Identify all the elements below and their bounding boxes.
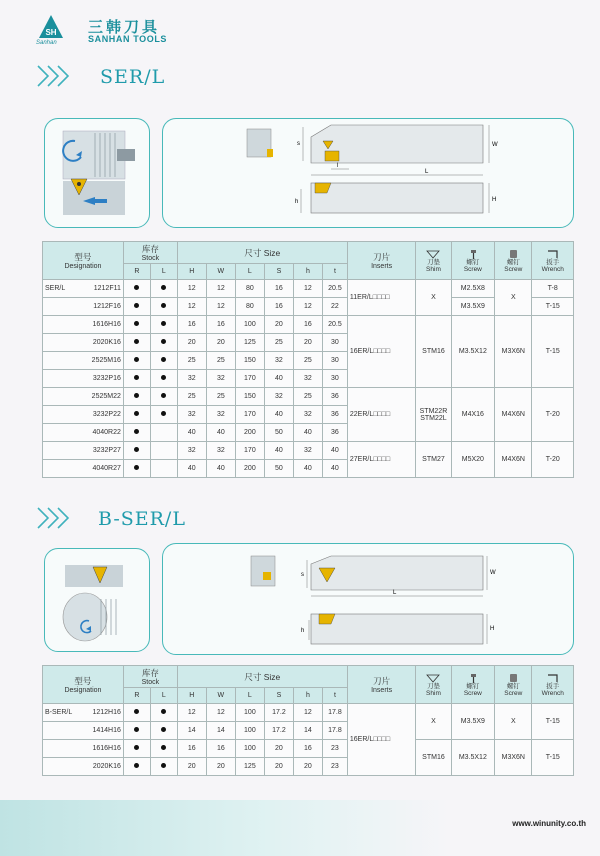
brand-name-en: SANHAN TOOLS bbox=[88, 34, 168, 44]
svg-text:h: h bbox=[301, 628, 305, 634]
in-stock-dot bbox=[134, 411, 139, 416]
size-t-cell: 23 bbox=[322, 740, 347, 758]
designation-code: 3232P22 bbox=[92, 411, 121, 418]
size-t-cell: 36 bbox=[322, 406, 347, 424]
size-Lval-cell: 125 bbox=[235, 758, 264, 776]
screw2-cell: M3X6N bbox=[495, 316, 532, 388]
stock-cell bbox=[150, 316, 177, 334]
col-S: S bbox=[264, 688, 293, 704]
designation-code: 1616H16 bbox=[92, 745, 121, 752]
in-stock-dot bbox=[134, 727, 139, 732]
stock-cell bbox=[150, 424, 177, 442]
in-stock-dot bbox=[161, 375, 166, 380]
designation-cell bbox=[43, 740, 124, 758]
screw2-cell: X bbox=[495, 704, 532, 740]
stock-cell bbox=[150, 406, 177, 424]
bser-spec-table bbox=[42, 665, 574, 776]
svg-text:W: W bbox=[492, 142, 498, 148]
size-H-cell: 12 bbox=[177, 298, 206, 316]
size-H-cell: 40 bbox=[177, 424, 206, 442]
size-Lval-cell: 100 bbox=[235, 704, 264, 722]
table-row bbox=[43, 388, 574, 406]
in-stock-dot bbox=[161, 357, 166, 362]
size-h-cell: 40 bbox=[293, 424, 322, 442]
shim-r: STM22R bbox=[419, 407, 448, 415]
size-W-cell: 32 bbox=[206, 442, 235, 460]
size-H-cell: 40 bbox=[177, 460, 206, 478]
svg-text:s: s bbox=[301, 572, 304, 578]
set-screw-icon bbox=[505, 673, 521, 683]
screw-cell: M4X16 bbox=[451, 388, 495, 442]
stock-cell bbox=[123, 316, 150, 334]
table-row bbox=[43, 740, 574, 758]
stock-cell bbox=[123, 388, 150, 406]
in-stock-dot bbox=[161, 303, 166, 308]
size-h-cell: 16 bbox=[293, 316, 322, 334]
stock-cell bbox=[123, 758, 150, 776]
stock-cell bbox=[123, 280, 150, 298]
size-t-cell: 23 bbox=[322, 758, 347, 776]
wrench-icon bbox=[545, 249, 561, 259]
col-screw: 螺钉 Screw bbox=[451, 666, 495, 704]
in-stock-dot bbox=[134, 745, 139, 750]
col-H: H bbox=[177, 688, 206, 704]
size-t-cell: 30 bbox=[322, 370, 347, 388]
svg-text:l: l bbox=[337, 163, 339, 169]
wrench-cell: T-15 bbox=[532, 704, 574, 740]
designation-cell bbox=[43, 298, 124, 316]
stock-cell bbox=[150, 334, 177, 352]
screw2-cell: M4X6N bbox=[495, 442, 532, 478]
stock-cell bbox=[150, 740, 177, 758]
size-H-cell: 32 bbox=[177, 406, 206, 424]
screw-cell: M5X20 bbox=[451, 442, 495, 478]
size-H-cell: 16 bbox=[177, 316, 206, 334]
ser-spec-table bbox=[42, 241, 574, 478]
designation-code: 3232P27 bbox=[92, 447, 121, 454]
application-illustration-panel bbox=[44, 118, 150, 228]
size-h-cell: 40 bbox=[293, 460, 322, 478]
col-wrench: 扳手 Wrench bbox=[532, 242, 574, 280]
stock-cell bbox=[123, 424, 150, 442]
svg-text:L: L bbox=[393, 590, 397, 596]
chevron-right-icon bbox=[34, 64, 78, 88]
brand-header bbox=[30, 10, 230, 46]
table-row bbox=[43, 704, 574, 722]
size-S-cell: 32 bbox=[264, 352, 293, 370]
stock-cell bbox=[123, 460, 150, 478]
size-Lval-cell: 200 bbox=[235, 424, 264, 442]
dimension-drawing-panel bbox=[162, 118, 574, 228]
set-screw-icon bbox=[505, 249, 521, 259]
screw2-cell: X bbox=[495, 280, 532, 316]
table-row bbox=[43, 442, 574, 460]
size-S-cell: 25 bbox=[264, 334, 293, 352]
size-Lval-cell: 150 bbox=[235, 352, 264, 370]
svg-text:L: L bbox=[425, 169, 429, 175]
shim-cell: STM16 bbox=[416, 740, 451, 776]
stock-cell bbox=[123, 352, 150, 370]
shim-cell: X bbox=[416, 280, 451, 316]
stock-cell bbox=[150, 370, 177, 388]
size-h-cell: 20 bbox=[293, 758, 322, 776]
in-stock-dot bbox=[161, 339, 166, 344]
col-screw-2: 螺钉 Screw bbox=[495, 242, 532, 280]
stock-cell bbox=[150, 298, 177, 316]
size-W-cell: 20 bbox=[206, 334, 235, 352]
wrench-cell: T-15 bbox=[532, 740, 574, 776]
col-wrench: 扳手 Wrench bbox=[532, 666, 574, 704]
col-stock-l: L bbox=[150, 688, 177, 704]
size-W-cell: 40 bbox=[206, 460, 235, 478]
in-stock-dot bbox=[161, 727, 166, 732]
stock-cell bbox=[150, 758, 177, 776]
svg-text:SH: SH bbox=[45, 28, 57, 37]
designation-code: 1212F11 bbox=[93, 285, 121, 292]
size-h-cell: 32 bbox=[293, 442, 322, 460]
in-stock-dot bbox=[134, 375, 139, 380]
designation-prefix: B-SER/L bbox=[45, 709, 73, 716]
size-H-cell: 32 bbox=[177, 442, 206, 460]
size-S-cell: 16 bbox=[264, 298, 293, 316]
stock-cell bbox=[150, 722, 177, 740]
size-t-cell: 17.8 bbox=[322, 704, 347, 722]
col-stock: 库存 Stock bbox=[123, 666, 177, 688]
size-S-cell: 17.2 bbox=[264, 704, 293, 722]
screw-icon bbox=[465, 249, 481, 259]
svg-text:H: H bbox=[492, 197, 497, 203]
col-stock-r: R bbox=[123, 264, 150, 280]
size-h-cell: 25 bbox=[293, 352, 322, 370]
size-t-cell: 40 bbox=[322, 460, 347, 478]
col-shim: 刀垫 Shim bbox=[416, 666, 451, 704]
col-designation: 型号 Designation bbox=[43, 666, 124, 704]
size-W-cell: 12 bbox=[206, 704, 235, 722]
stock-cell bbox=[150, 352, 177, 370]
col-shim: 刀垫 Shim bbox=[416, 242, 451, 280]
wrench-icon bbox=[545, 673, 561, 683]
designation-cell bbox=[43, 316, 124, 334]
col-inserts: 刀片 Inserts bbox=[347, 666, 415, 704]
size-Lval-cell: 80 bbox=[235, 298, 264, 316]
designation-code: 1414H16 bbox=[92, 727, 121, 734]
screw-cell: M3.5X9 bbox=[451, 298, 495, 316]
size-h-cell: 32 bbox=[293, 406, 322, 424]
designation-cell bbox=[43, 722, 124, 740]
designation-code: 1616H16 bbox=[92, 321, 121, 328]
stock-cell bbox=[150, 280, 177, 298]
col-W: W bbox=[206, 264, 235, 280]
insert-cell: 16ER/L□□□□ bbox=[347, 704, 415, 776]
screw-icon bbox=[465, 673, 481, 683]
size-W-cell: 12 bbox=[206, 280, 235, 298]
in-stock-dot bbox=[161, 321, 166, 326]
screw-cell: M3.5X9 bbox=[451, 704, 495, 740]
stock-cell bbox=[123, 704, 150, 722]
col-stock-l: L bbox=[150, 264, 177, 280]
size-Lval-cell: 170 bbox=[235, 442, 264, 460]
wrench-cell: T-15 bbox=[532, 298, 574, 316]
wrench-cell: T-15 bbox=[532, 316, 574, 388]
screw-cell: M2.5X8 bbox=[451, 280, 495, 298]
designation-code: 3232P16 bbox=[92, 375, 121, 382]
insert-cell: 27ER/L□□□□ bbox=[347, 442, 415, 478]
size-H-cell: 32 bbox=[177, 370, 206, 388]
size-S-cell: 40 bbox=[264, 406, 293, 424]
size-Lval-cell: 80 bbox=[235, 280, 264, 298]
size-t-cell: 22 bbox=[322, 298, 347, 316]
application-illustration-panel-2 bbox=[44, 548, 150, 652]
col-inserts: 刀片 Inserts bbox=[347, 242, 415, 280]
size-W-cell: 12 bbox=[206, 298, 235, 316]
sanhan-logo-icon bbox=[38, 14, 64, 40]
col-designation: 型号 Designation bbox=[43, 242, 124, 280]
designation-cell bbox=[43, 334, 124, 352]
size-H-cell: 25 bbox=[177, 352, 206, 370]
col-W: W bbox=[206, 688, 235, 704]
brand-name-cn: 三韩刀具 bbox=[88, 19, 161, 36]
size-t-cell: 36 bbox=[322, 424, 347, 442]
size-Lval-cell: 200 bbox=[235, 460, 264, 478]
size-S-cell: 50 bbox=[264, 424, 293, 442]
size-H-cell: 16 bbox=[177, 740, 206, 758]
wrench-cell: T-8 bbox=[532, 280, 574, 298]
stock-cell bbox=[123, 740, 150, 758]
designation-cell bbox=[43, 758, 124, 776]
in-stock-dot bbox=[161, 393, 166, 398]
shim-icon bbox=[425, 249, 441, 259]
stock-cell bbox=[123, 722, 150, 740]
size-W-cell: 20 bbox=[206, 758, 235, 776]
size-h-cell: 20 bbox=[293, 334, 322, 352]
size-H-cell: 20 bbox=[177, 334, 206, 352]
designation-code: 1212H16 bbox=[92, 709, 121, 716]
size-S-cell: 16 bbox=[264, 280, 293, 298]
designation-cell bbox=[43, 388, 124, 406]
designation-cell bbox=[43, 460, 124, 478]
col-L: L bbox=[235, 264, 264, 280]
in-stock-dot bbox=[134, 393, 139, 398]
size-t-cell: 20.5 bbox=[322, 316, 347, 334]
in-stock-dot bbox=[134, 429, 139, 434]
screw2-cell: M3X6N bbox=[495, 740, 532, 776]
designation-code: 2020K16 bbox=[92, 339, 121, 346]
designation-cell bbox=[43, 704, 124, 722]
in-stock-dot bbox=[161, 285, 166, 290]
col-t: t bbox=[322, 264, 347, 280]
size-W-cell: 32 bbox=[206, 406, 235, 424]
svg-text:W: W bbox=[490, 570, 496, 576]
in-stock-dot bbox=[134, 339, 139, 344]
table-row bbox=[43, 280, 574, 298]
chevron-right-icon bbox=[34, 506, 78, 530]
designation-code: 2525M16 bbox=[91, 357, 121, 364]
designation-cell bbox=[43, 280, 124, 298]
section-title-bser: B-SER/L bbox=[98, 508, 186, 530]
col-S: S bbox=[264, 264, 293, 280]
shim-cell: X bbox=[416, 704, 451, 740]
designation-code: 4040R27 bbox=[92, 465, 121, 472]
shim-cell: STM27 bbox=[416, 442, 451, 478]
in-stock-dot bbox=[161, 763, 166, 768]
designation-cell bbox=[43, 442, 124, 460]
shim-icon bbox=[425, 673, 441, 683]
size-H-cell: 12 bbox=[177, 704, 206, 722]
col-screw: 螺钉 Screw bbox=[451, 242, 495, 280]
brand-script: Sanhan bbox=[36, 40, 57, 46]
size-W-cell: 25 bbox=[206, 352, 235, 370]
designation-prefix: SER/L bbox=[45, 285, 66, 292]
size-S-cell: 20 bbox=[264, 740, 293, 758]
thread-turning-illustration-2 bbox=[45, 549, 151, 653]
stock-cell bbox=[123, 442, 150, 460]
in-stock-dot bbox=[161, 709, 166, 714]
designation-cell bbox=[43, 406, 124, 424]
size-W-cell: 32 bbox=[206, 370, 235, 388]
in-stock-dot bbox=[134, 447, 139, 452]
size-W-cell: 16 bbox=[206, 740, 235, 758]
size-W-cell: 14 bbox=[206, 722, 235, 740]
wrench-cell: T-20 bbox=[532, 388, 574, 442]
size-Lval-cell: 100 bbox=[235, 316, 264, 334]
screw2-cell: M4X6N bbox=[495, 388, 532, 442]
size-H-cell: 14 bbox=[177, 722, 206, 740]
designation-cell bbox=[43, 352, 124, 370]
size-W-cell: 40 bbox=[206, 424, 235, 442]
designation-cell bbox=[43, 424, 124, 442]
svg-text:H: H bbox=[490, 626, 495, 632]
col-screw-2: 螺钉 Screw bbox=[495, 666, 532, 704]
size-Lval-cell: 150 bbox=[235, 388, 264, 406]
size-h-cell: 12 bbox=[293, 704, 322, 722]
size-Lval-cell: 125 bbox=[235, 334, 264, 352]
bser-tool-dimension-drawing bbox=[163, 544, 575, 656]
ser-tool-dimension-drawing bbox=[163, 119, 575, 229]
size-h-cell: 25 bbox=[293, 388, 322, 406]
size-Lval-cell: 100 bbox=[235, 722, 264, 740]
col-h: h bbox=[293, 688, 322, 704]
stock-cell bbox=[123, 298, 150, 316]
size-S-cell: 20 bbox=[264, 758, 293, 776]
wrench-cell: T-20 bbox=[532, 442, 574, 478]
size-h-cell: 32 bbox=[293, 370, 322, 388]
size-H-cell: 12 bbox=[177, 280, 206, 298]
size-h-cell: 12 bbox=[293, 298, 322, 316]
shim-cell bbox=[416, 388, 451, 442]
stock-cell bbox=[150, 460, 177, 478]
size-h-cell: 14 bbox=[293, 722, 322, 740]
in-stock-dot bbox=[134, 465, 139, 470]
screw-cell: M3.5X12 bbox=[451, 740, 495, 776]
designation-cell bbox=[43, 370, 124, 388]
col-stock-r: R bbox=[123, 688, 150, 704]
screw-cell: M3.5X12 bbox=[451, 316, 495, 388]
designation-code: 2525M22 bbox=[91, 393, 121, 400]
shim-cell: STM16 bbox=[416, 316, 451, 388]
size-W-cell: 16 bbox=[206, 316, 235, 334]
in-stock-dot bbox=[134, 285, 139, 290]
table-row bbox=[43, 316, 574, 334]
designation-code: 4040R22 bbox=[92, 429, 121, 436]
stock-cell bbox=[123, 406, 150, 424]
stock-cell bbox=[150, 704, 177, 722]
designation-code: 1212F16 bbox=[93, 303, 121, 310]
size-t-cell: 30 bbox=[322, 334, 347, 352]
size-t-cell: 30 bbox=[322, 352, 347, 370]
size-h-cell: 12 bbox=[293, 280, 322, 298]
size-S-cell: 32 bbox=[264, 388, 293, 406]
size-Lval-cell: 170 bbox=[235, 406, 264, 424]
stock-cell bbox=[150, 388, 177, 406]
in-stock-dot bbox=[134, 321, 139, 326]
in-stock-dot bbox=[161, 745, 166, 750]
col-size: 尺寸 Size bbox=[177, 666, 347, 688]
col-stock: 库存 Stock bbox=[123, 242, 177, 264]
size-S-cell: 50 bbox=[264, 460, 293, 478]
table-row bbox=[43, 298, 574, 316]
size-t-cell: 40 bbox=[322, 442, 347, 460]
in-stock-dot bbox=[134, 763, 139, 768]
size-t-cell: 36 bbox=[322, 388, 347, 406]
stock-cell bbox=[150, 442, 177, 460]
in-stock-dot bbox=[161, 411, 166, 416]
insert-cell: 16ER/L□□□□ bbox=[347, 316, 415, 388]
size-H-cell: 20 bbox=[177, 758, 206, 776]
stock-cell bbox=[123, 334, 150, 352]
designation-code: 2020K16 bbox=[92, 763, 121, 770]
insert-cell: 22ER/L□□□□ bbox=[347, 388, 415, 442]
size-S-cell: 40 bbox=[264, 442, 293, 460]
in-stock-dot bbox=[134, 357, 139, 362]
footer-url[interactable]: www.winunity.co.th bbox=[512, 819, 586, 828]
thread-turning-illustration bbox=[45, 119, 151, 229]
footer-band bbox=[0, 800, 600, 856]
shim-l: STM22L bbox=[420, 414, 447, 422]
in-stock-dot bbox=[134, 303, 139, 308]
in-stock-dot bbox=[134, 709, 139, 714]
size-t-cell: 17.8 bbox=[322, 722, 347, 740]
stock-cell bbox=[123, 370, 150, 388]
size-Lval-cell: 170 bbox=[235, 370, 264, 388]
section-title-ser: SER/L bbox=[100, 66, 166, 88]
svg-text:h: h bbox=[295, 199, 299, 205]
size-S-cell: 40 bbox=[264, 370, 293, 388]
col-H: H bbox=[177, 264, 206, 280]
insert-cell: 11ER/L□□□□ bbox=[347, 280, 415, 316]
col-L: L bbox=[235, 688, 264, 704]
size-H-cell: 25 bbox=[177, 388, 206, 406]
size-S-cell: 20 bbox=[264, 316, 293, 334]
col-h: h bbox=[293, 264, 322, 280]
svg-text:s: s bbox=[297, 141, 300, 147]
dimension-drawing-panel-2 bbox=[162, 543, 574, 655]
size-t-cell: 20.5 bbox=[322, 280, 347, 298]
size-h-cell: 16 bbox=[293, 740, 322, 758]
size-Lval-cell: 100 bbox=[235, 740, 264, 758]
col-size: 尺寸 Size bbox=[177, 242, 347, 264]
col-t: t bbox=[322, 688, 347, 704]
size-W-cell: 25 bbox=[206, 388, 235, 406]
size-S-cell: 17.2 bbox=[264, 722, 293, 740]
